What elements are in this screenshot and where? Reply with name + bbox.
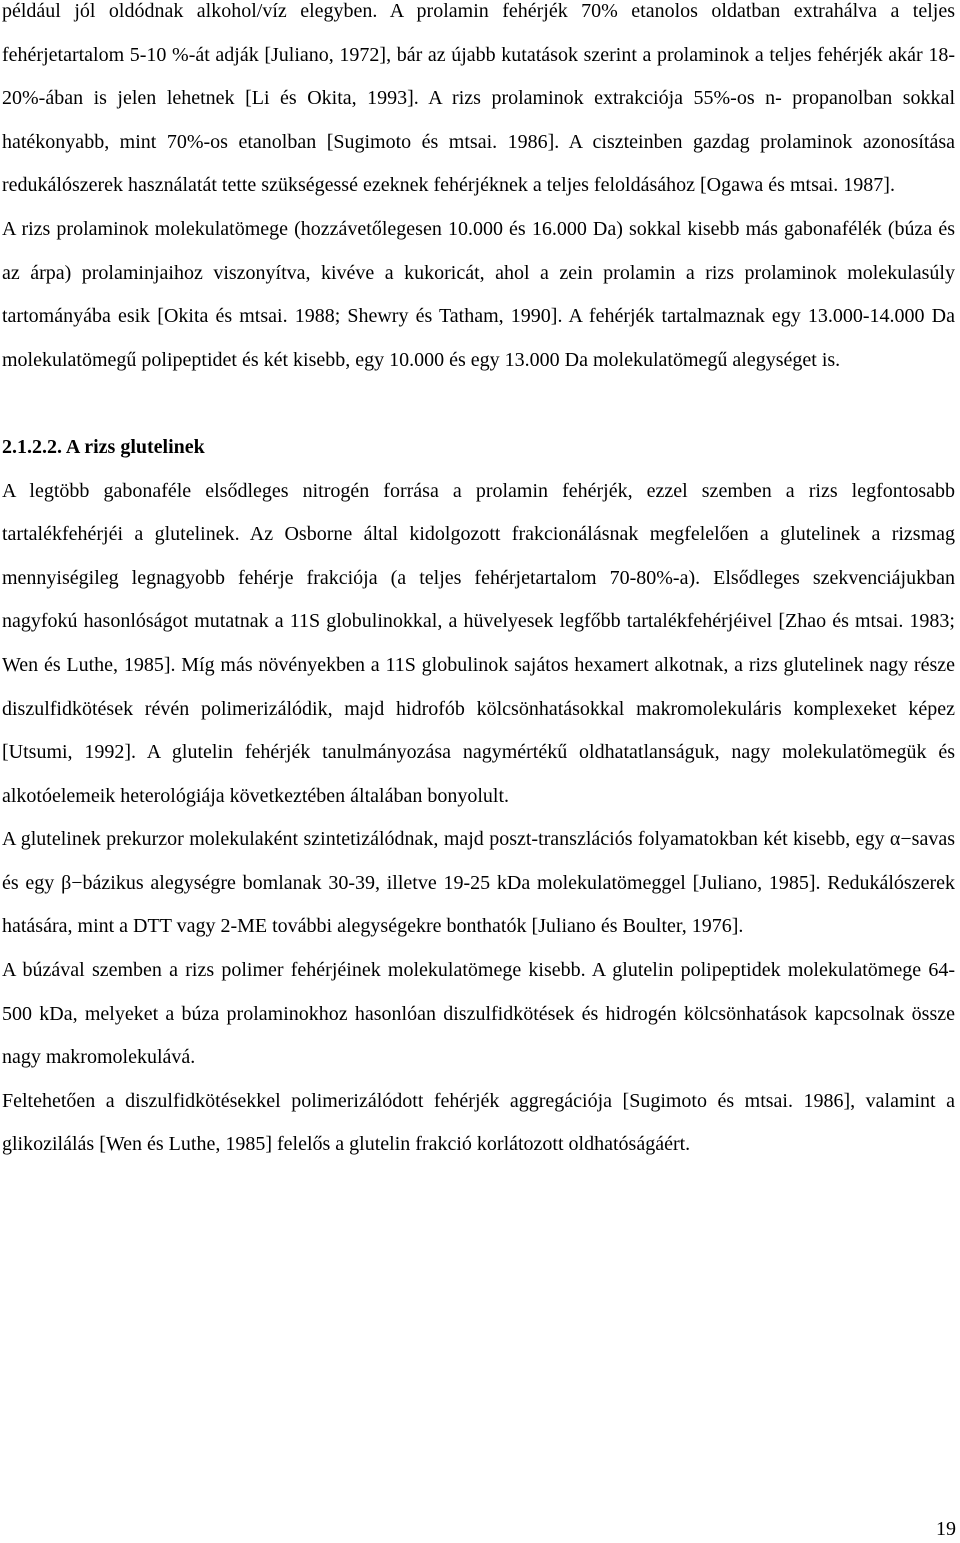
paragraph-glutelin-polymer: A búzával szemben a rizs polimer fehérjéinek molekulatömege kisebb. A glutelin polipeptidek molekulatömege 64-500 kDa, melyeket a búza prolaminokhoz hasonlóan diszulfidkötések és hidrogén kölcsönhatások kapcsolnak össze nagy makromolekulává.: [2, 959, 955, 1069]
document-page: [2, 0, 955, 1167]
paragraph-glutelin-precursor: A glutelinek prekurzor molekulaként szintetizálódnak, majd poszt-transzlációs folyamatokban két kisebb, egy α−savas és egy β−bázikus alegységre bomlanak 30-39, illetve 19-25 kDa molekulatömeggel [Juliano, 1985]. Redukálószerek hatására, mint a DTT vagy 2-ME további alegységekre bonthatók [Juliano és Boulter, 1976].: [2, 828, 955, 938]
paragraph-prolamin-molecular-weight: A rizs prolaminok molekulatömege (hozzávetőlegesen 10.000 és 16.000 Da) sokkal kisebb más gabonafélék (búza és az árpa) prolaminjaihoz viszonyítva, kivéve a kukoricát, ahol a zein prolamin a rizs prolaminok molekulasúly tartományába esik [Okita és mtsai. 1988; Shewry és Tatham, 1990]. A fehérjék tartalmaznak egy 13.000-14.000 Da molekulatömegű polipeptidet és két kisebb, egy 10.000 és egy 13.000 Da molekulatömegű alegységet is.: [2, 217, 955, 371]
paragraph-prolamin-extraction: például jól oldódnak alkohol/víz elegyben. A prolamin fehérjék 70% etanolos oldatban extrahálva a teljes fehérjetartalom 5-10 %-át adják [Juliano, 1972], bár az újabb kutatások szerint a prolaminok a teljes fehérjék akár 18-20%-ában is jelen lehetnek [Li és Okita, 1993]. A rizs prolaminok extrakciója 55%-os n- propanolban sokkal hatékonyabb, mint 70%-os etanolban [Sugimoto és mtsai. 1986]. A ciszteinben gazdag prolaminok azonosítása redukálószerek használatát tette szükségessé ezeknek fehérjéknek a teljes feloldásához [Ogawa és mtsai. 1987].: [2, 0, 955, 197]
blank-line: [2, 382, 955, 426]
section-heading: 2.1.2.2. A rizs glutelinek: [2, 435, 205, 458]
page-number: 19: [936, 1518, 956, 1540]
paragraph-glutelin-solubility: Feltehetően a diszulfidkötésekkel polimerizálódott fehérjék aggregációja [Sugimoto és mtsai. 1986], valamint a glikozilálás [Wen és Luthe, 1985] felelős a glutelin frakció korlátozott oldhatóságáért.: [2, 1089, 955, 1156]
paragraph-glutelin-intro: A legtöbb gabonaféle elsődleges nitrogén forrása a prolamin fehérjék, ezzel szemben a rizs legfontosabb tartalékfehérjéi a glutelinek. Az Osborne által kidolgozott frakcionálásnak megfelelően a glutelinek a rizsmag mennyiségileg legnagyobb fehérje frakciója (a teljes fehérjetartalom 70-80%-a). Elsődleges szekvenciájukban nagyfokú hasonlóságot mutatnak a 11S globulinokkal, a hüvelyesek legfőbb tartalékfehérjéivel [Zhao és mtsai. 1983; Wen és Luthe, 1985]. Míg más növényekben a 11S globulinok sajátos hexamert alkotnak, a rizs glutelinek nagy része diszulfidkötések révén polimerizálódik, majd hidrofób kölcsönhatásokkal makromolekuláris komplexeket képez [Utsumi, 1992]. A glutelin fehérjék tanulmányozása nagymértékű oldhatatlanságuk, nagy molekulatömegük és alkotóelemeik heterológiája következtében általában bonyolult.: [2, 479, 955, 807]
